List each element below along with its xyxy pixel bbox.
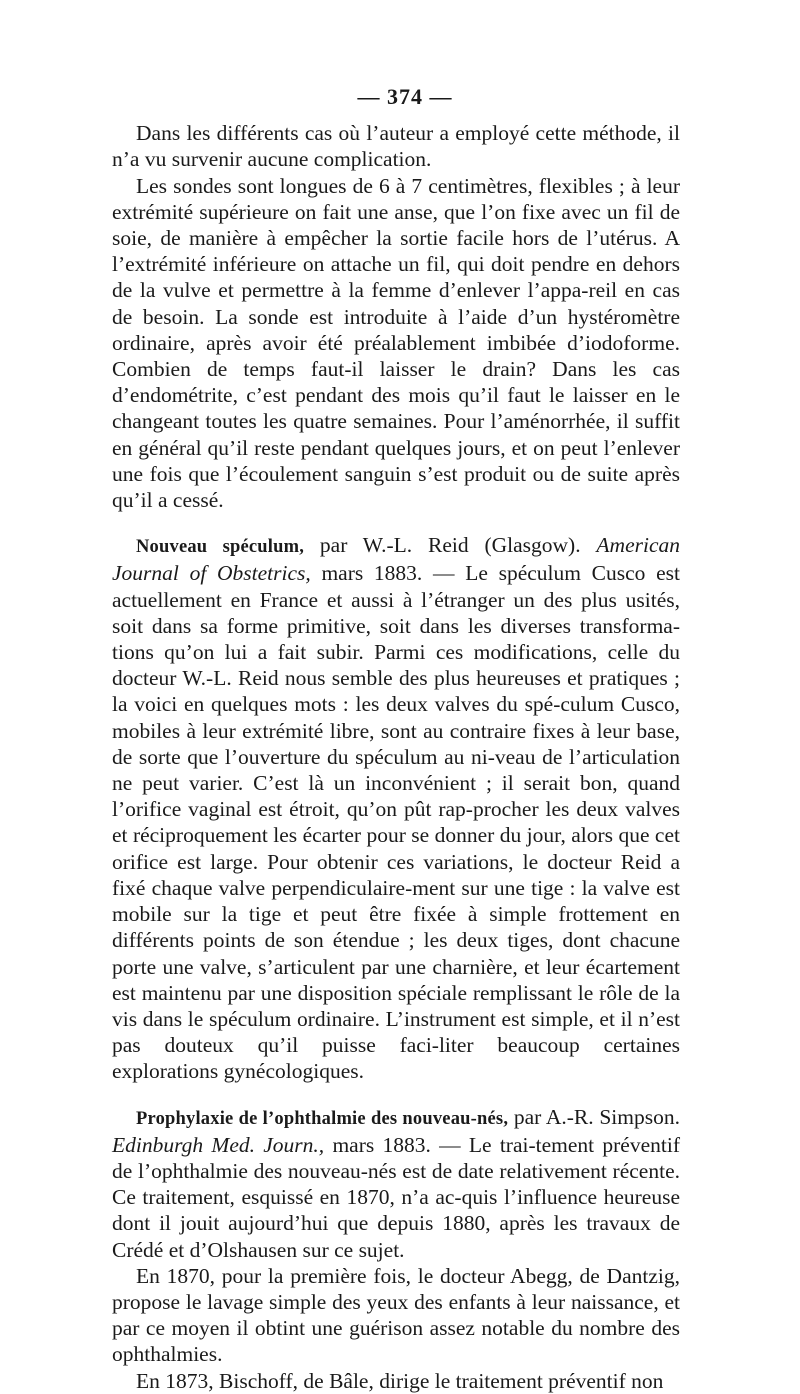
section-speculum-journal: American Journal of Obstetrics, [112, 533, 680, 586]
paragraph-abegg: En 1870, pour la première fois, le docteur Abegg, de Dantzig, propose le lavage simple des yeux des enfants à leur naissance, et par ce moyen il obtint une guérison assez notable du nombre des ophthalmies. [112, 1263, 680, 1367]
section-ophthalmie [112, 1104, 680, 1263]
section-speculum [112, 532, 680, 1084]
section-speculum-heading: Nouveau spéculum, [136, 537, 305, 558]
section-ophthalmie-date: mars 1883. — [324, 1132, 469, 1157]
document-page [112, 84, 680, 1394]
section-speculum-date: mars 1883. — [310, 561, 466, 586]
section-ophthalmie-heading: Prophylaxie de l’ophthalmie des nouveau-nés, [136, 1108, 509, 1129]
section-ophthalmie-journal: Edinburgh Med. Journ., [112, 1132, 325, 1157]
section-speculum-byline: par W.-L. Reid (Glasgow). [304, 533, 597, 558]
section-ophthalmie-byline: par A.-R. Simpson. [508, 1104, 680, 1129]
page-number: — 374 — [357, 84, 453, 109]
paragraph-method-conclusion: Dans les différents cas où l’auteur a employé cette méthode, il n’a vu survenir aucune complication. [112, 121, 680, 172]
section-ophthalmie-body: Le trai-tement préventif de l’ophthalmie des nouveau-nés est de date relativement récente. Ce traitement, esquissé en 1870, n’a ac-quis l’influence heureuse dont il jouit aujourd’hui que depuis 1880, après les travaux de Crédé et d’Olshausen sur ce sujet. [112, 1132, 680, 1262]
paragraph-sondes: Les sondes sont longues de 6 à 7 centimètres, flexibles ; à leur extrémité supérieure on fait une anse, que l’on fixe avec un fil de soie, de manière à empêcher la sortie facile hors de l’utérus. A l’extrémité inférieure on attache un fil, qui doit pendre en dehors de la vulve et permettre à la femme d’enlever l’appa-reil en cas de besoin. La sonde est introduite à l’aide d’un hystéromètre ordinaire, après avoir été préalablement imbibée d’iodoforme. Combien de temps faut-il laisser le drain? Dans les cas d’endométrite, c’est pendant des mois qu’il faut le laisser en le changeant toutes les quatre semaines. Pour l’aménorrhée, il suffit en général qu’il reste pendant quelques jours, et on peut l’enlever une fois que l’écoulement sanguin s’est produit ou de suite après qu’il a cessé. [112, 173, 680, 513]
section-speculum-body: Le spéculum Cusco est actuellement en France et aussi à l’étranger un des plus usités, soit dans sa forme primitive, soit dans les diverses transforma-tions qu’on lui a fait subir. Parmi ces modifications, celle du docteur W.-L. Reid nous semble des plus heureuses et pratiques ; la voici en quelques mots : les deux valves du spé-culum Cusco, mobiles à leur extrémité libre, sont au contraire fixes à leur base, de sorte que l’ouverture du spéculum au ni-veau de l’articulation ne peut varier. C’est là un inconvénient ; il serait bon, quand l’orifice vaginal est étroit, qu’on pût rap-procher les deux valves et réciproquement les écarter pour se donner du jour, alors que cet orifice est large. Pour obtenir ces variations, le docteur Reid a fixé chaque valve perpendiculaire-ment sur une tige : la valve est mobile sur la tige et peut être fixée à simple frottement en différents points de son étendue ; les deux tiges, dont chacune porte une valve, s’articulent par une charnière, et leur écartement est maintenu par une disposition spéciale remplissant le rôle de la vis dans le spéculum ordinaire. L’instrument est simple, et il n’est pas douteux qu’il puisse faci-liter beaucoup certaines explorations gynécologiques. [112, 561, 680, 1084]
paragraph-bischoff: En 1873, Bischoff, de Bâle, dirige le traitement préventif non [136, 1368, 664, 1393]
